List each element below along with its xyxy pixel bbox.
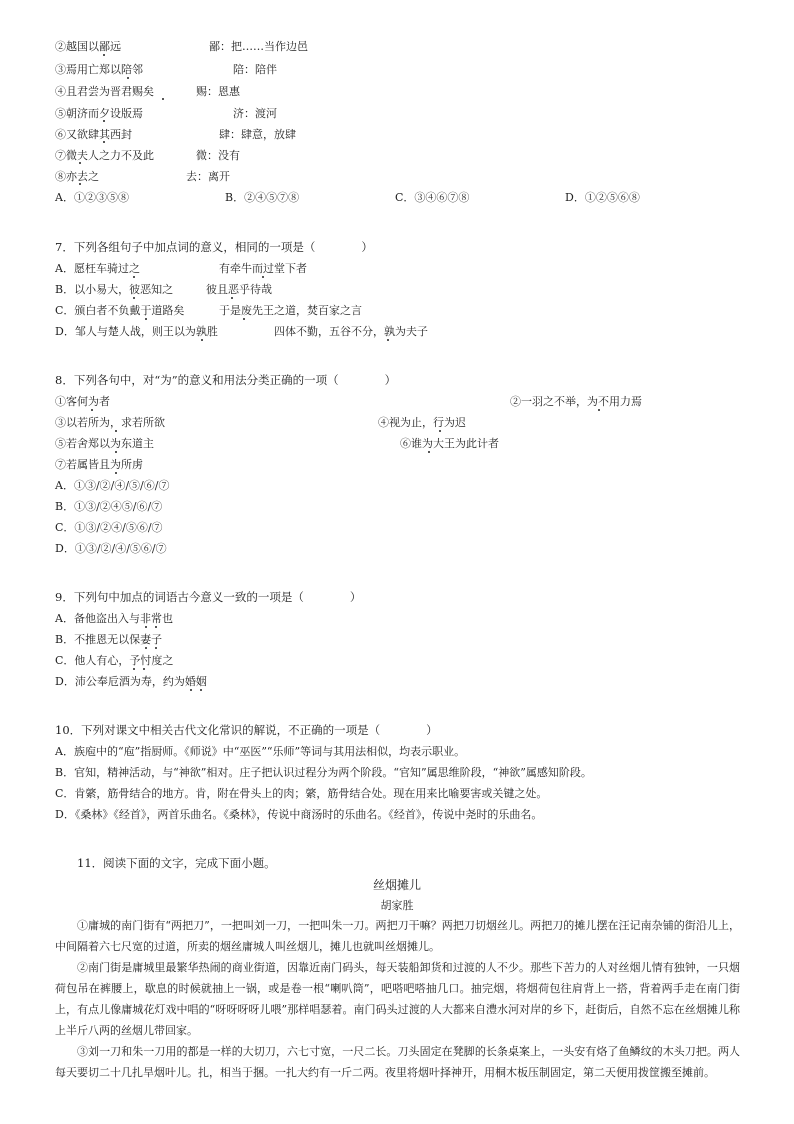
q8-item-3: ③以若所为，求若所欲 <box>55 416 165 429</box>
emphasis-dot <box>231 297 233 299</box>
q6-item-3: ③焉用亡郑以陪邻 <box>55 63 143 76</box>
emphasis-dot <box>103 120 105 122</box>
q6-gloss-4: 赐：恩惠 <box>196 85 240 98</box>
emphasis-dot <box>143 668 145 670</box>
emphasis-dot <box>387 339 389 341</box>
q7-option-b[interactable]: B．以小易大，彼恶知之 <box>55 283 174 296</box>
q7-stem: 7．下列各组句子中加点词的意义，相同的一项是（ ） <box>55 240 373 254</box>
q9-option-a[interactable]: A．备他盗出入与非常也 <box>55 612 173 625</box>
q8-item-2: ②一羽之不举，为不用力焉 <box>510 395 642 408</box>
emphasis-dot <box>162 98 164 100</box>
emphasis-dot <box>133 668 135 670</box>
q9-option-c[interactable]: C．他人有心，予忖度之 <box>55 654 174 667</box>
emphasis-dot <box>133 276 135 278</box>
passage-paragraph-1: ①庸城的南门街有“两把刀”，一把叫刘一刀，一把叫朱一刀。两把刀干嘛？两把刀切烟丝儿。两把刀的摊儿摆在汪记南杂铺的街沿儿上，中间隔着六七尺宽的过道，所卖的烟丝庸城人叫丝烟儿，摊儿也就叫丝烟摊儿。 <box>55 919 740 953</box>
q6-option-c[interactable]: C．③④⑥⑦⑧ <box>395 191 470 204</box>
q6-gloss-2: 鄙：把……当作边邑 <box>209 40 308 53</box>
q6-gloss-3: 陪：陪伴 <box>233 63 277 76</box>
emphasis-dot <box>91 409 93 411</box>
passage-title: 丝烟摊儿 <box>372 878 421 892</box>
emphasis-dot <box>79 183 81 185</box>
q6-gloss-7: 微：没有 <box>196 149 240 162</box>
q6-item-5: ⑤朝济而夕设版焉 <box>55 107 143 120</box>
q8-option-d[interactable]: D．①③/②/④/⑤⑥/⑦ <box>55 542 167 555</box>
q7-option-b-compare: 彼且恶乎待哉 <box>206 283 272 296</box>
q8-item-6: ⑥谁为大王为此计者 <box>400 437 499 450</box>
q6-item-7: ⑦微夫人之力不及此 <box>55 149 154 162</box>
q11-stem: 11．阅读下面的文字，完成下面小题。 <box>77 856 276 870</box>
q6-item-8: ⑧亦去之 <box>55 170 99 183</box>
q8-option-c[interactable]: C．①③/②④/⑤⑥/⑦ <box>55 521 163 534</box>
q10-option-a[interactable]: A．族庖中的“庖”指厨师。《师说》中“巫医”“乐师”等词与其用法相似，均表示职业。 <box>55 745 466 758</box>
q7-option-d[interactable]: D．邹人与楚人战，则王以为孰胜 <box>55 325 218 338</box>
emphasis-dot <box>155 626 157 628</box>
emphasis-dot <box>598 409 600 411</box>
q7-option-a[interactable]: A．愿枉车骑过之 <box>55 262 140 275</box>
emphasis-dot <box>115 451 117 453</box>
q6-item-4: ④且君尝为晋君赐矣 <box>55 85 154 98</box>
emphasis-dot <box>190 689 192 691</box>
emphasis-dot <box>145 318 147 320</box>
q8-option-a[interactable]: A．①③/②/④/⑤/⑥/⑦ <box>55 479 170 492</box>
q8-item-4: ④视为止，行为迟 <box>378 416 466 429</box>
q8-item-7: ⑦若属皆且为所虏 <box>55 458 143 471</box>
emphasis-dot <box>201 339 203 341</box>
q7-option-c[interactable]: C．颁白者不负戴于道路矣 <box>55 304 185 317</box>
passage-paragraph-2: ②南门街是庸城里最繁华热闹的商业街道，因靠近南门码头，每天装船卸货和过渡的人不少。那些下苦力的人对丝烟儿情有独钟，一只烟荷包吊在裤腰上，歇息的时候就抽上一锅，或是卷一根“喇叭筒”，吧嗒吧嗒抽几口。抽完烟，将烟荷包往肩背上一搭，背着两手走在南门街上，有点儿像庸城花灯戏中唱的“呀呀呀呀儿喂”那样唱瑟着。南门码头过渡的人大都来自澧水河对岸的乡下，赶街后，自然不忘在丝烟摊儿称上半斤八两的丝烟儿带回家。 <box>55 961 740 1037</box>
emphasis-dot <box>243 318 245 320</box>
q10-option-c[interactable]: C．肯綮，筋骨结合的地方。肯，附在骨头上的肉；綮，筋骨结合处。现在用来比喻要害或关键之处。 <box>55 787 548 800</box>
q10-stem: 10．下列对课文中相关古代文化常识的解说，不正确的一项是（ ） <box>55 723 438 737</box>
q7-option-a-compare: 有牵牛而过堂下者 <box>219 262 307 275</box>
q6-item-2: ②越国以鄙远 <box>55 40 121 53</box>
emphasis-dot <box>103 141 105 143</box>
q6-gloss-6: 肆：肆意，放肆 <box>219 128 296 141</box>
q6-gloss-8: 去：离开 <box>186 170 230 183</box>
emphasis-dot <box>145 647 147 649</box>
q10-option-b[interactable]: B．官知，精神活动，与“神欲”相对。庄子把认识过程分为两个阶段。“官知”属思维阶段，“神欲”属感知阶段。 <box>55 766 592 779</box>
q6-option-a[interactable]: A．①②③⑤⑧ <box>55 191 129 204</box>
emphasis-dot <box>155 647 157 649</box>
emphasis-dot <box>127 77 129 79</box>
q9-option-b[interactable]: B．不推恩无以保妻子 <box>55 633 163 646</box>
emphasis-dot <box>103 54 105 56</box>
emphasis-dot <box>79 162 81 164</box>
q6-option-d[interactable]: D．①②⑤⑥⑧ <box>565 191 640 204</box>
emphasis-dot <box>115 472 117 474</box>
q9-option-d[interactable]: D．沛公奉卮酒为寿，约为婚姻 <box>55 675 207 688</box>
passage-author: 胡家胜 <box>380 899 414 912</box>
emphasis-dot <box>145 626 147 628</box>
q9-stem: 9．下列句中加点的词语古今意义一致的一项是（ ） <box>55 590 362 604</box>
emphasis-dot <box>439 430 441 432</box>
emphasis-dot <box>133 297 135 299</box>
q6-gloss-5: 济：渡河 <box>233 107 277 120</box>
emphasis-dot <box>200 689 202 691</box>
emphasis-dot <box>428 451 430 453</box>
q8-option-b[interactable]: B．①③/②④⑤/⑥/⑦ <box>55 500 163 513</box>
q8-item-1: ①客何为者 <box>55 395 110 408</box>
q8-item-5: ⑤若舍郑以为东道主 <box>55 437 154 450</box>
q6-option-b[interactable]: B．②④⑤⑦⑧ <box>225 191 300 204</box>
q6-item-6: ⑥又欲肆其西封 <box>55 128 132 141</box>
passage-paragraph-3: ③刘一刀和朱一刀用的都是一样的大切刀，六七寸宽，一尺二长。刀头固定在凳脚的长条桌案上，一头安有烙了鱼鳞纹的木头刀把。两人每天要切二十几扎旱烟叶儿。扎，相当于捆。一扎大约有一斤二两。夜里将烟叶择神开，用桐木板压制固定，第二天便用拨筐搬至摊前。 <box>55 1045 740 1079</box>
q10-option-d[interactable]: D．《桑林》《经首》，两首乐曲名。《桑林》，传说中商汤时的乐曲名。《经首》，传说中尧时的乐曲名。 <box>55 808 543 821</box>
emphasis-dot <box>115 430 117 432</box>
emphasis-dot <box>262 276 264 278</box>
q7-option-d-compare: 四体不勤，五谷不分，孰为夫子 <box>274 325 428 338</box>
q7-option-c-compare: 于是废先王之道，焚百家之言 <box>219 304 362 317</box>
q8-stem: 8．下列各句中，对“为”的意义和用法分类正确的一项（ ） <box>55 373 397 387</box>
